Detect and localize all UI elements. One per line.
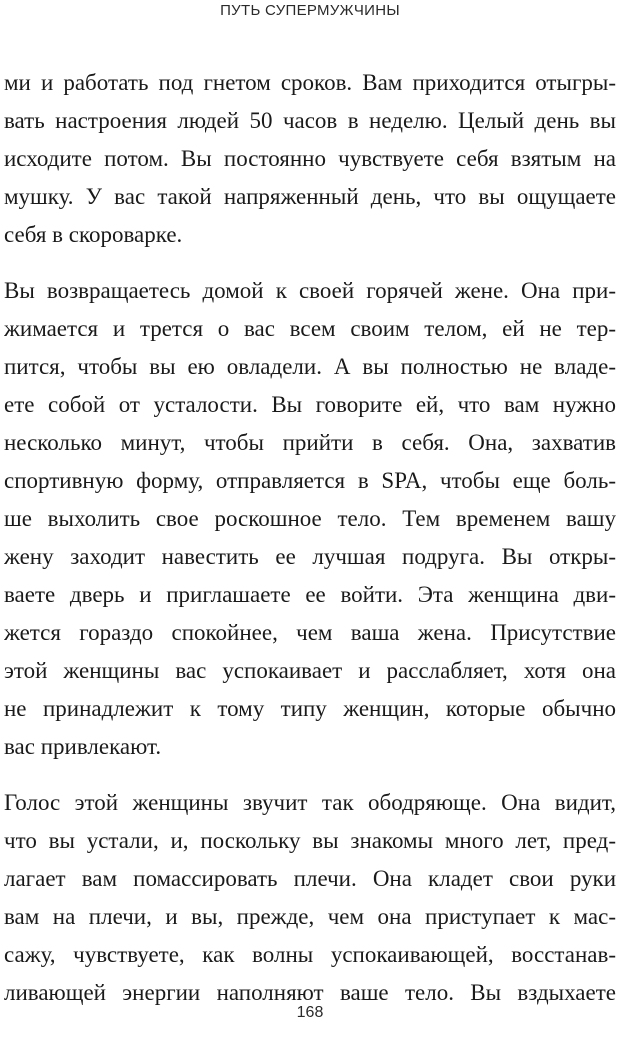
text-line: ми и работать под гнетом сроков. Вам приходится отыгры- — [4, 70, 616, 95]
page-number: 168 — [296, 1004, 324, 1021]
text-line: ше выхолить свое роскошное тело. Тем временем вашу — [4, 506, 616, 531]
text-line: вас привлекают. — [4, 734, 162, 759]
text-line: вать настроения людей 50 часов в неделю. Целый день вы — [4, 108, 616, 133]
text-line: жену заходит навестить ее лучшая подруга. Вы откры- — [4, 544, 616, 569]
text-line: пится, чтобы вы ею овладели. А вы полностью не владе- — [4, 354, 616, 379]
text-line: вам на плечи, и вы, прежде, чем она приступает к мас- — [4, 904, 616, 929]
text-line: сажу, чувствуете, как волны успокаивающей, восстанав- — [4, 942, 616, 967]
text-line: спортивную форму, отправляется в SPA, чтобы еще боль- — [4, 468, 616, 493]
text-line: несколько минут, чтобы прийти в себя. Она, захватив — [4, 430, 616, 455]
text-line: лагает вам помассировать плечи. Она кладет свои руки — [4, 866, 616, 891]
text-line: ливающей энергии наполняют ваше тело. Вы вздыхаете — [4, 980, 616, 1005]
text-line: этой женщины вас успокаивает и расслабляет, хотя она — [4, 658, 616, 683]
text-line: Голос этой женщины звучит так ободряюще. Она видит, — [4, 790, 616, 815]
text-line: что вы устали, и, поскольку вы знакомы много лет, пред- — [4, 828, 616, 853]
text-line: себя в скороварке. — [4, 222, 183, 247]
text-line: Вы возвращаетесь домой к своей горячей жене. Она при- — [4, 278, 616, 303]
running-title: ПУТЬ СУПЕРМУЖЧИНЫ — [220, 2, 400, 19]
text-line: не принадлежит к тому типу женщин, которые обычно — [4, 696, 616, 721]
text-line: ваете дверь и приглашаете ее войти. Эта женщина дви- — [4, 582, 616, 607]
text-line: ете собой от усталости. Вы говорите ей, что вам нужно — [4, 392, 616, 417]
text-line: жется гораздо спокойнее, чем ваша жена. Присутствие — [4, 620, 616, 645]
text-line: мушку. У вас такой напряженный день, что вы ощущаете — [4, 184, 616, 209]
body-text — [4, 64, 616, 1030]
paragraph-2 — [4, 272, 616, 766]
text-line: жимается и трется о вас всем своим телом, ей не тер- — [4, 316, 616, 341]
paragraph-1 — [4, 64, 616, 254]
text-line: исходите потом. Вы постоянно чувствуете себя взятым на — [4, 146, 616, 171]
paragraph-3 — [4, 784, 616, 1012]
